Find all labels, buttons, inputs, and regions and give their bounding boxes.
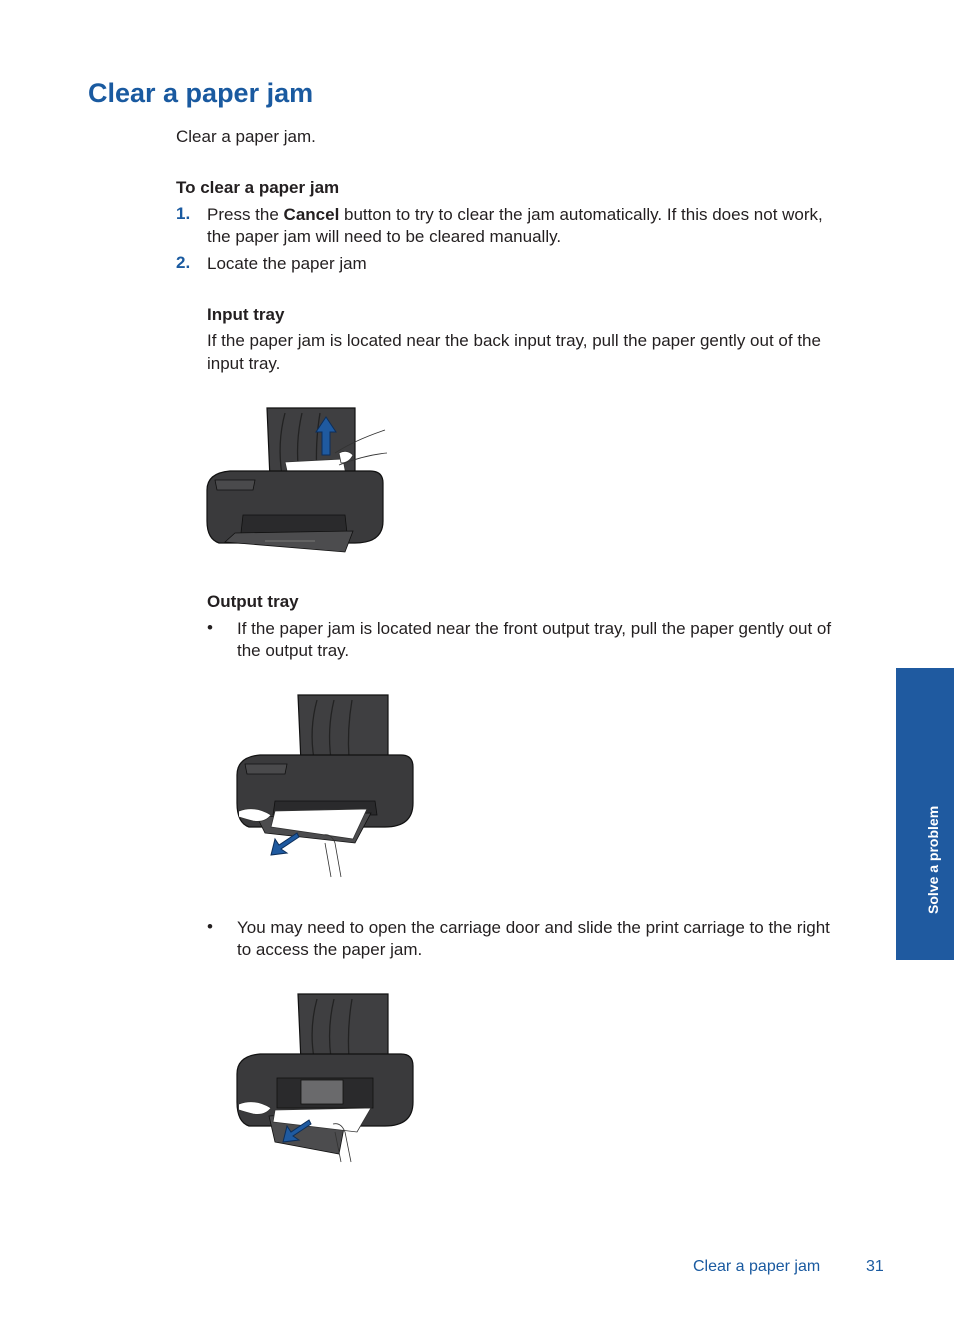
input-tray-line-1: If the paper jam is located near the back input tray, pull the paper gently out of the — [207, 331, 821, 350]
step-number-2: 2. — [176, 253, 191, 272]
input-tray-heading: Input tray — [207, 305, 285, 324]
side-tab — [896, 668, 954, 960]
input-tray-line-2: input tray. — [207, 354, 281, 373]
step-2-text: Locate the paper jam — [207, 254, 367, 273]
input-tray-jam-illustration — [205, 405, 390, 555]
bullet-1-line-2: the output tray. — [237, 641, 350, 660]
carriage-access-illustration — [235, 992, 417, 1166]
bullet-1-symbol: • — [207, 618, 213, 637]
page-title: Clear a paper jam — [88, 78, 314, 108]
output-tray-heading: Output tray — [207, 592, 299, 611]
bullet-2-line-2: to access the paper jam. — [237, 940, 423, 959]
footer-section-title: Clear a paper jam — [693, 1258, 821, 1275]
cancel-button-reference: Cancel — [283, 205, 340, 224]
intro-text: Clear a paper jam. — [176, 127, 316, 146]
bullet-2-line-1: You may need to open the carriage door and slide the print carriage to the right — [237, 918, 830, 937]
step-1-line-1 — [207, 204, 823, 226]
output-tray-jam-illustration — [235, 693, 417, 881]
bullet-2-symbol: • — [207, 917, 213, 936]
footer-page-number: 31 — [866, 1258, 884, 1275]
procedure-heading: To clear a paper jam — [176, 178, 340, 197]
bullet-1-line-1: If the paper jam is located near the front output tray, pull the paper gently out of — [237, 619, 832, 638]
step-1-pre: Press the — [207, 205, 284, 224]
step-1-post: button to try to clear the jam automatically. If this does not work, — [339, 205, 823, 224]
step-1-line-2: the paper jam will need to be cleared manually. — [207, 227, 562, 246]
side-tab-label: Solve a problem — [925, 805, 941, 914]
step-number-1: 1. — [176, 204, 191, 223]
